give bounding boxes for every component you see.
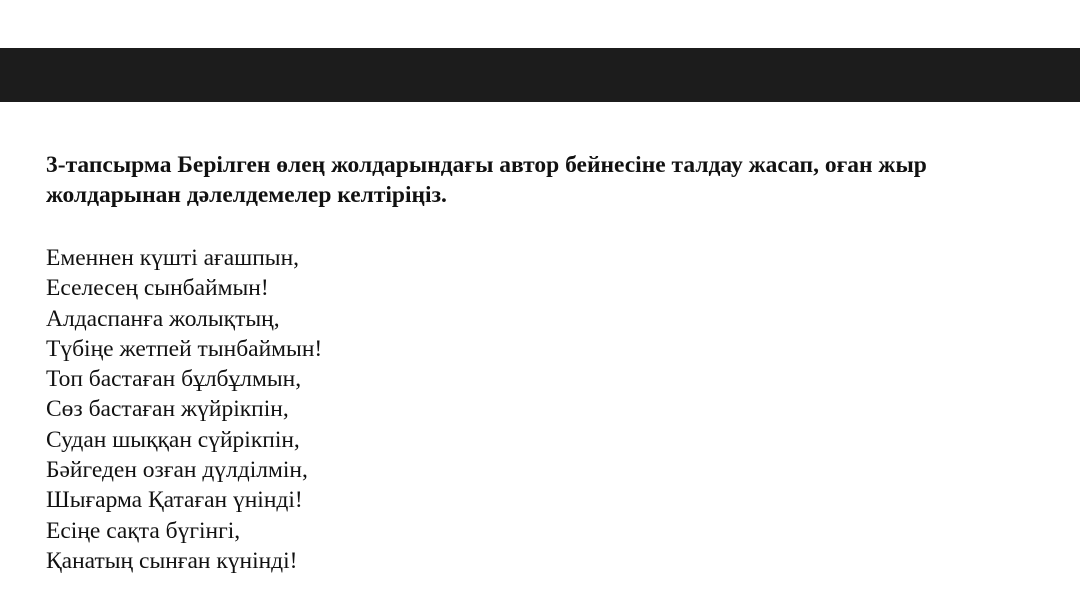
task-heading bbox=[46, 150, 1066, 210]
poem-line: Шығарма Қатаған үнінді! bbox=[46, 487, 303, 514]
poem-line: Еселесең сынбаймын! bbox=[46, 275, 269, 302]
poem-line: Топ бастаған бұлбұлмын, bbox=[46, 366, 302, 393]
top-dark-bar bbox=[0, 48, 1080, 102]
poem-line: Қанатың сынған күнінді! bbox=[46, 547, 298, 574]
document-content bbox=[46, 150, 1066, 576]
poem-line: Еменнен күшті ағашпын, bbox=[46, 245, 300, 271]
poem-line: Алдаспанға жолықтың, bbox=[46, 305, 280, 332]
poem-line: Сөз бастаған жүйрікпін, bbox=[46, 396, 289, 423]
poem bbox=[46, 243, 1066, 576]
task-heading-line-2: жолдарынан дәлелдемелер келтіріңіз. bbox=[46, 182, 447, 208]
poem-line: Түбіңе жетпей тынбаймын! bbox=[46, 335, 323, 362]
poem-line: Есіңе сақта бүгінгі, bbox=[46, 517, 241, 544]
task-heading-line-1: 3-тапсырма Берілген өлең жолдарындағы автор бейнесіне талдау жасап, оған жыр bbox=[46, 152, 927, 178]
poem-line: Судан шыққан сүйрікпін, bbox=[46, 426, 300, 453]
poem-line: Бәйгеден озған дүлділмін, bbox=[46, 457, 308, 484]
